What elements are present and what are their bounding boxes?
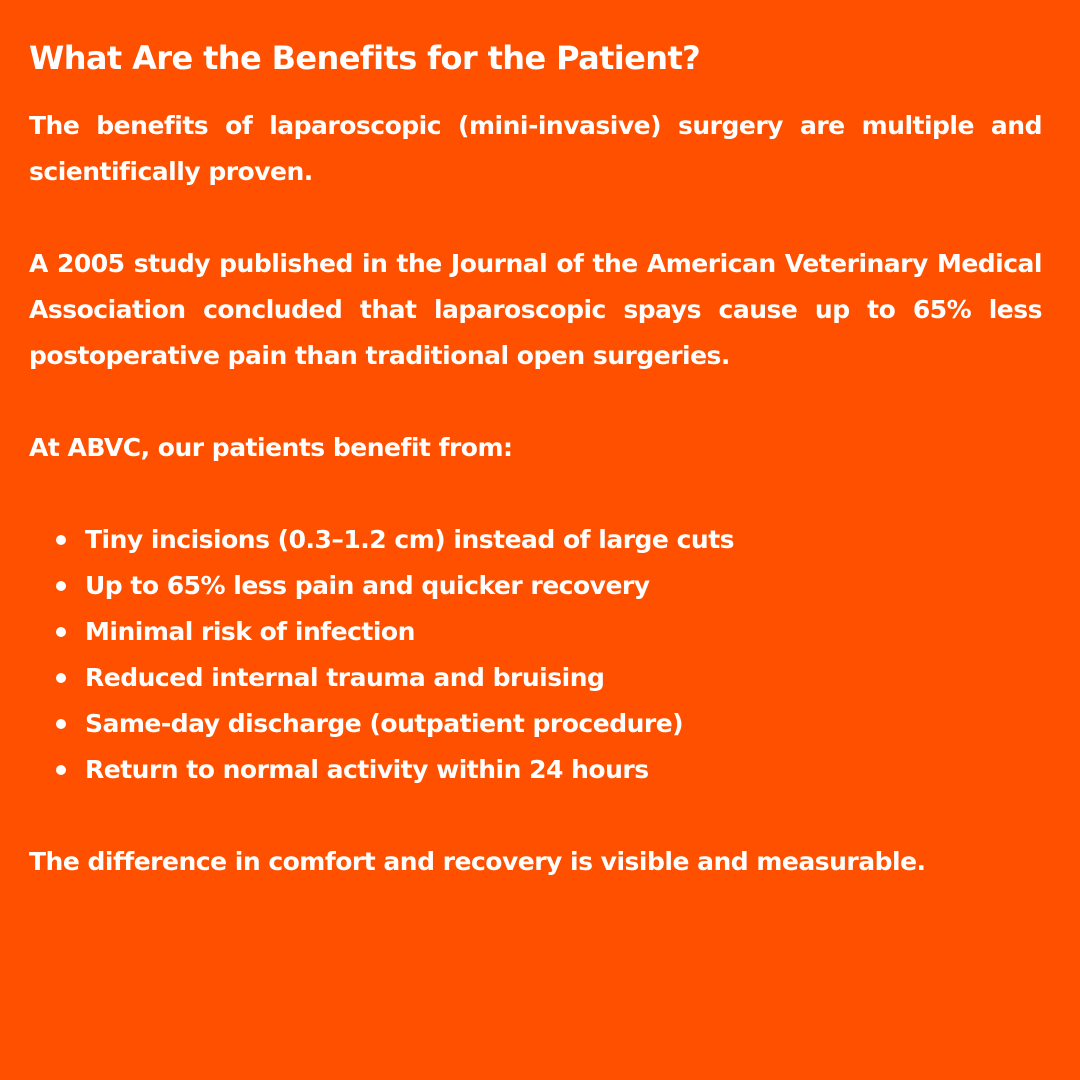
bullet-icon [56,765,66,775]
list-item [29,655,1042,701]
bullet-icon [56,581,66,591]
list-item-text: Minimal risk of infection [85,616,415,646]
study-paragraph: A 2005 study published in the Journal of the American Veterinary Medical Association concluded that laparoscopic spays cause up to 65% less postoperative pain than traditional open surgeries. [29,248,1042,370]
list-item [29,563,1042,609]
page-title: What Are the Benefits for the Patient? [29,39,701,77]
list-item [29,747,1042,793]
list-item [29,517,1042,563]
benefits-intro: At ABVC, our patients benefit from: [29,432,513,462]
list-item [29,609,1042,655]
bullet-icon [56,673,66,683]
closing-statement: The difference in comfort and recovery is visible and measurable. [29,846,926,876]
list-item-text: Up to 65% less pain and quicker recovery [85,570,650,600]
bullet-icon [56,535,66,545]
bullet-icon [56,627,66,637]
list-item-text: Return to normal activity within 24 hours [85,754,649,784]
list-item [29,701,1042,747]
list-item-text: Reduced internal trauma and bruising [85,662,605,692]
intro-paragraph: The benefits of laparoscopic (mini-invasive) surgery are multiple and scientifically proven. [29,110,1042,186]
benefits-list [29,517,1042,793]
list-item-text: Tiny incisions (0.3–1.2 cm) instead of large cuts [85,524,735,554]
list-item-text: Same-day discharge (outpatient procedure) [85,708,684,738]
bullet-icon [56,719,66,729]
